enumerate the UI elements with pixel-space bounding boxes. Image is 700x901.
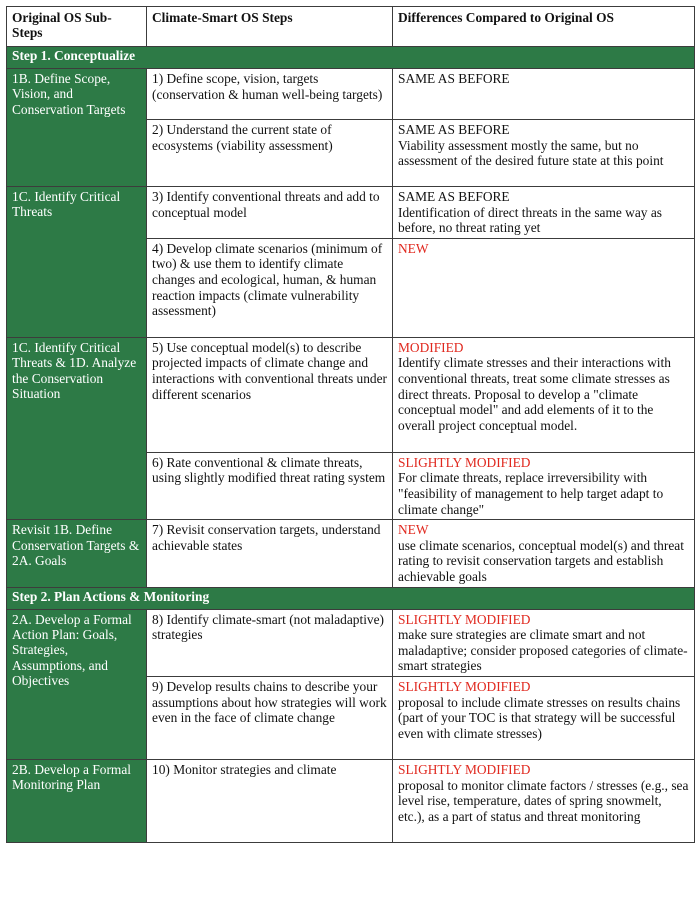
header-original-os-substeps: Original OS Sub-Steps — [7, 7, 147, 47]
difference-cell — [393, 609, 695, 676]
difference-cell — [393, 238, 695, 337]
difference-tag: SLIGHTLY MODIFIED — [398, 611, 531, 627]
step-cell: 6) Rate conventional & climate threats, using slightly modified threat rating system — [147, 452, 393, 519]
difference-cell — [393, 337, 695, 452]
table-row — [7, 520, 695, 587]
header-climate-smart-steps: Climate-Smart OS Steps — [147, 7, 393, 47]
difference-cell — [393, 120, 695, 187]
substep-2a-action-plan: 2A. Develop a Formal Action Plan: Goals, Strategies, Assumptions, and Objectives — [7, 609, 147, 759]
difference-cell — [393, 676, 695, 759]
step-cell: 1) Define scope, vision, targets (conservation & human well-being targets) — [147, 69, 393, 120]
substep-1c-identify-threats: 1C. Identify Critical Threats — [7, 187, 147, 338]
substep-revisit-1b-2a-goals: Revisit 1B. Define Conservation Targets & 2A. Goals — [7, 520, 147, 587]
table-row — [7, 609, 695, 676]
difference-label: SAME AS BEFORE — [398, 189, 510, 204]
table-row — [7, 69, 695, 120]
difference-tag: SLIGHTLY MODIFIED — [398, 454, 531, 470]
difference-cell — [393, 759, 695, 842]
header-row — [7, 7, 695, 47]
table-row — [7, 337, 695, 452]
step-cell: 2) Understand the current state of ecosystems (viability assessment) — [147, 120, 393, 187]
difference-tag: SLIGHTLY MODIFIED — [398, 678, 531, 694]
difference-cell — [393, 452, 695, 519]
difference-cell — [393, 187, 695, 239]
difference-description: Identification of direct threats in the same way as before, no threat rating yet — [398, 204, 662, 236]
difference-description: proposal to include climate stresses on results chains (part of your TOC is that strategy will be successful even with climate stresses) — [398, 694, 681, 741]
difference-cell — [393, 520, 695, 587]
step-cell: 5) Use conceptual model(s) to describe projected impacts of climate change and interactions with conventional threats under different scenarios — [147, 337, 393, 452]
difference-description: use climate scenarios, conceptual model(s) and threat rating to revisit conservation targets and establish achievable goals — [398, 537, 684, 584]
difference-label: SAME AS BEFORE — [398, 71, 510, 86]
step-cell: 4) Develop climate scenarios (minimum of two) & use them to identify climate changes and ecological, human, & human reaction impacts (climate vulnerability assessment) — [147, 238, 393, 337]
difference-tag: MODIFIED — [398, 339, 464, 355]
difference-description: For climate threats, replace irreversibility with "feasibility of management to help target adapt to climate change" — [398, 470, 664, 517]
difference-tag: NEW — [398, 240, 429, 256]
difference-description: proposal to monitor climate factors / stresses (e.g., sea level rise, temperature, dates of spring snowmelt, etc.), as a part of status and threat monitoring — [398, 777, 689, 824]
header-differences: Differences Compared to Original OS — [393, 7, 695, 47]
section-step-1-conceptualize: Step 1. Conceptualize — [7, 47, 695, 69]
difference-tag: NEW — [398, 522, 429, 538]
step-cell: 9) Develop results chains to describe your assumptions about how strategies will work even in the face of climate change — [147, 676, 393, 759]
step-cell: 7) Revisit conservation targets, understand achievable states — [147, 520, 393, 587]
step-cell: 10) Monitor strategies and climate — [147, 759, 393, 842]
difference-description: make sure strategies are climate smart and not maladaptive; consider proposed categories of climate-smart strategies — [398, 627, 688, 674]
os-comparison-table — [6, 6, 695, 843]
section-row-step2 — [7, 587, 695, 609]
difference-label: SAME AS BEFORE — [398, 122, 510, 137]
substep-1c-1d-analyze-situation: 1C. Identify Critical Threats & 1D. Analyze the Conservation Situation — [7, 337, 147, 519]
step-cell: 3) Identify conventional threats and add to conceptual model — [147, 187, 393, 239]
difference-cell — [393, 69, 695, 120]
table-row — [7, 759, 695, 842]
step-cell: 8) Identify climate-smart (not maladaptive) strategies — [147, 609, 393, 676]
section-row-step1 — [7, 47, 695, 69]
difference-description: Identify climate stresses and their interactions with conventional threats, treat some climate stresses as direct threats. Proposal to develop a "climate conceptual model" and add elements of it to the overall project conceptual model. — [398, 355, 671, 433]
difference-description: Viability assessment mostly the same, but no assessment of the desired future state at this point — [398, 137, 664, 169]
substep-2b-monitoring-plan: 2B. Develop a Formal Monitoring Plan — [7, 759, 147, 842]
difference-tag: SLIGHTLY MODIFIED — [398, 761, 531, 777]
table-row — [7, 187, 695, 239]
substep-1b-define-scope: 1B. Define Scope, Vision, and Conservation Targets — [7, 69, 147, 187]
section-step-2-plan-actions: Step 2. Plan Actions & Monitoring — [7, 587, 695, 609]
